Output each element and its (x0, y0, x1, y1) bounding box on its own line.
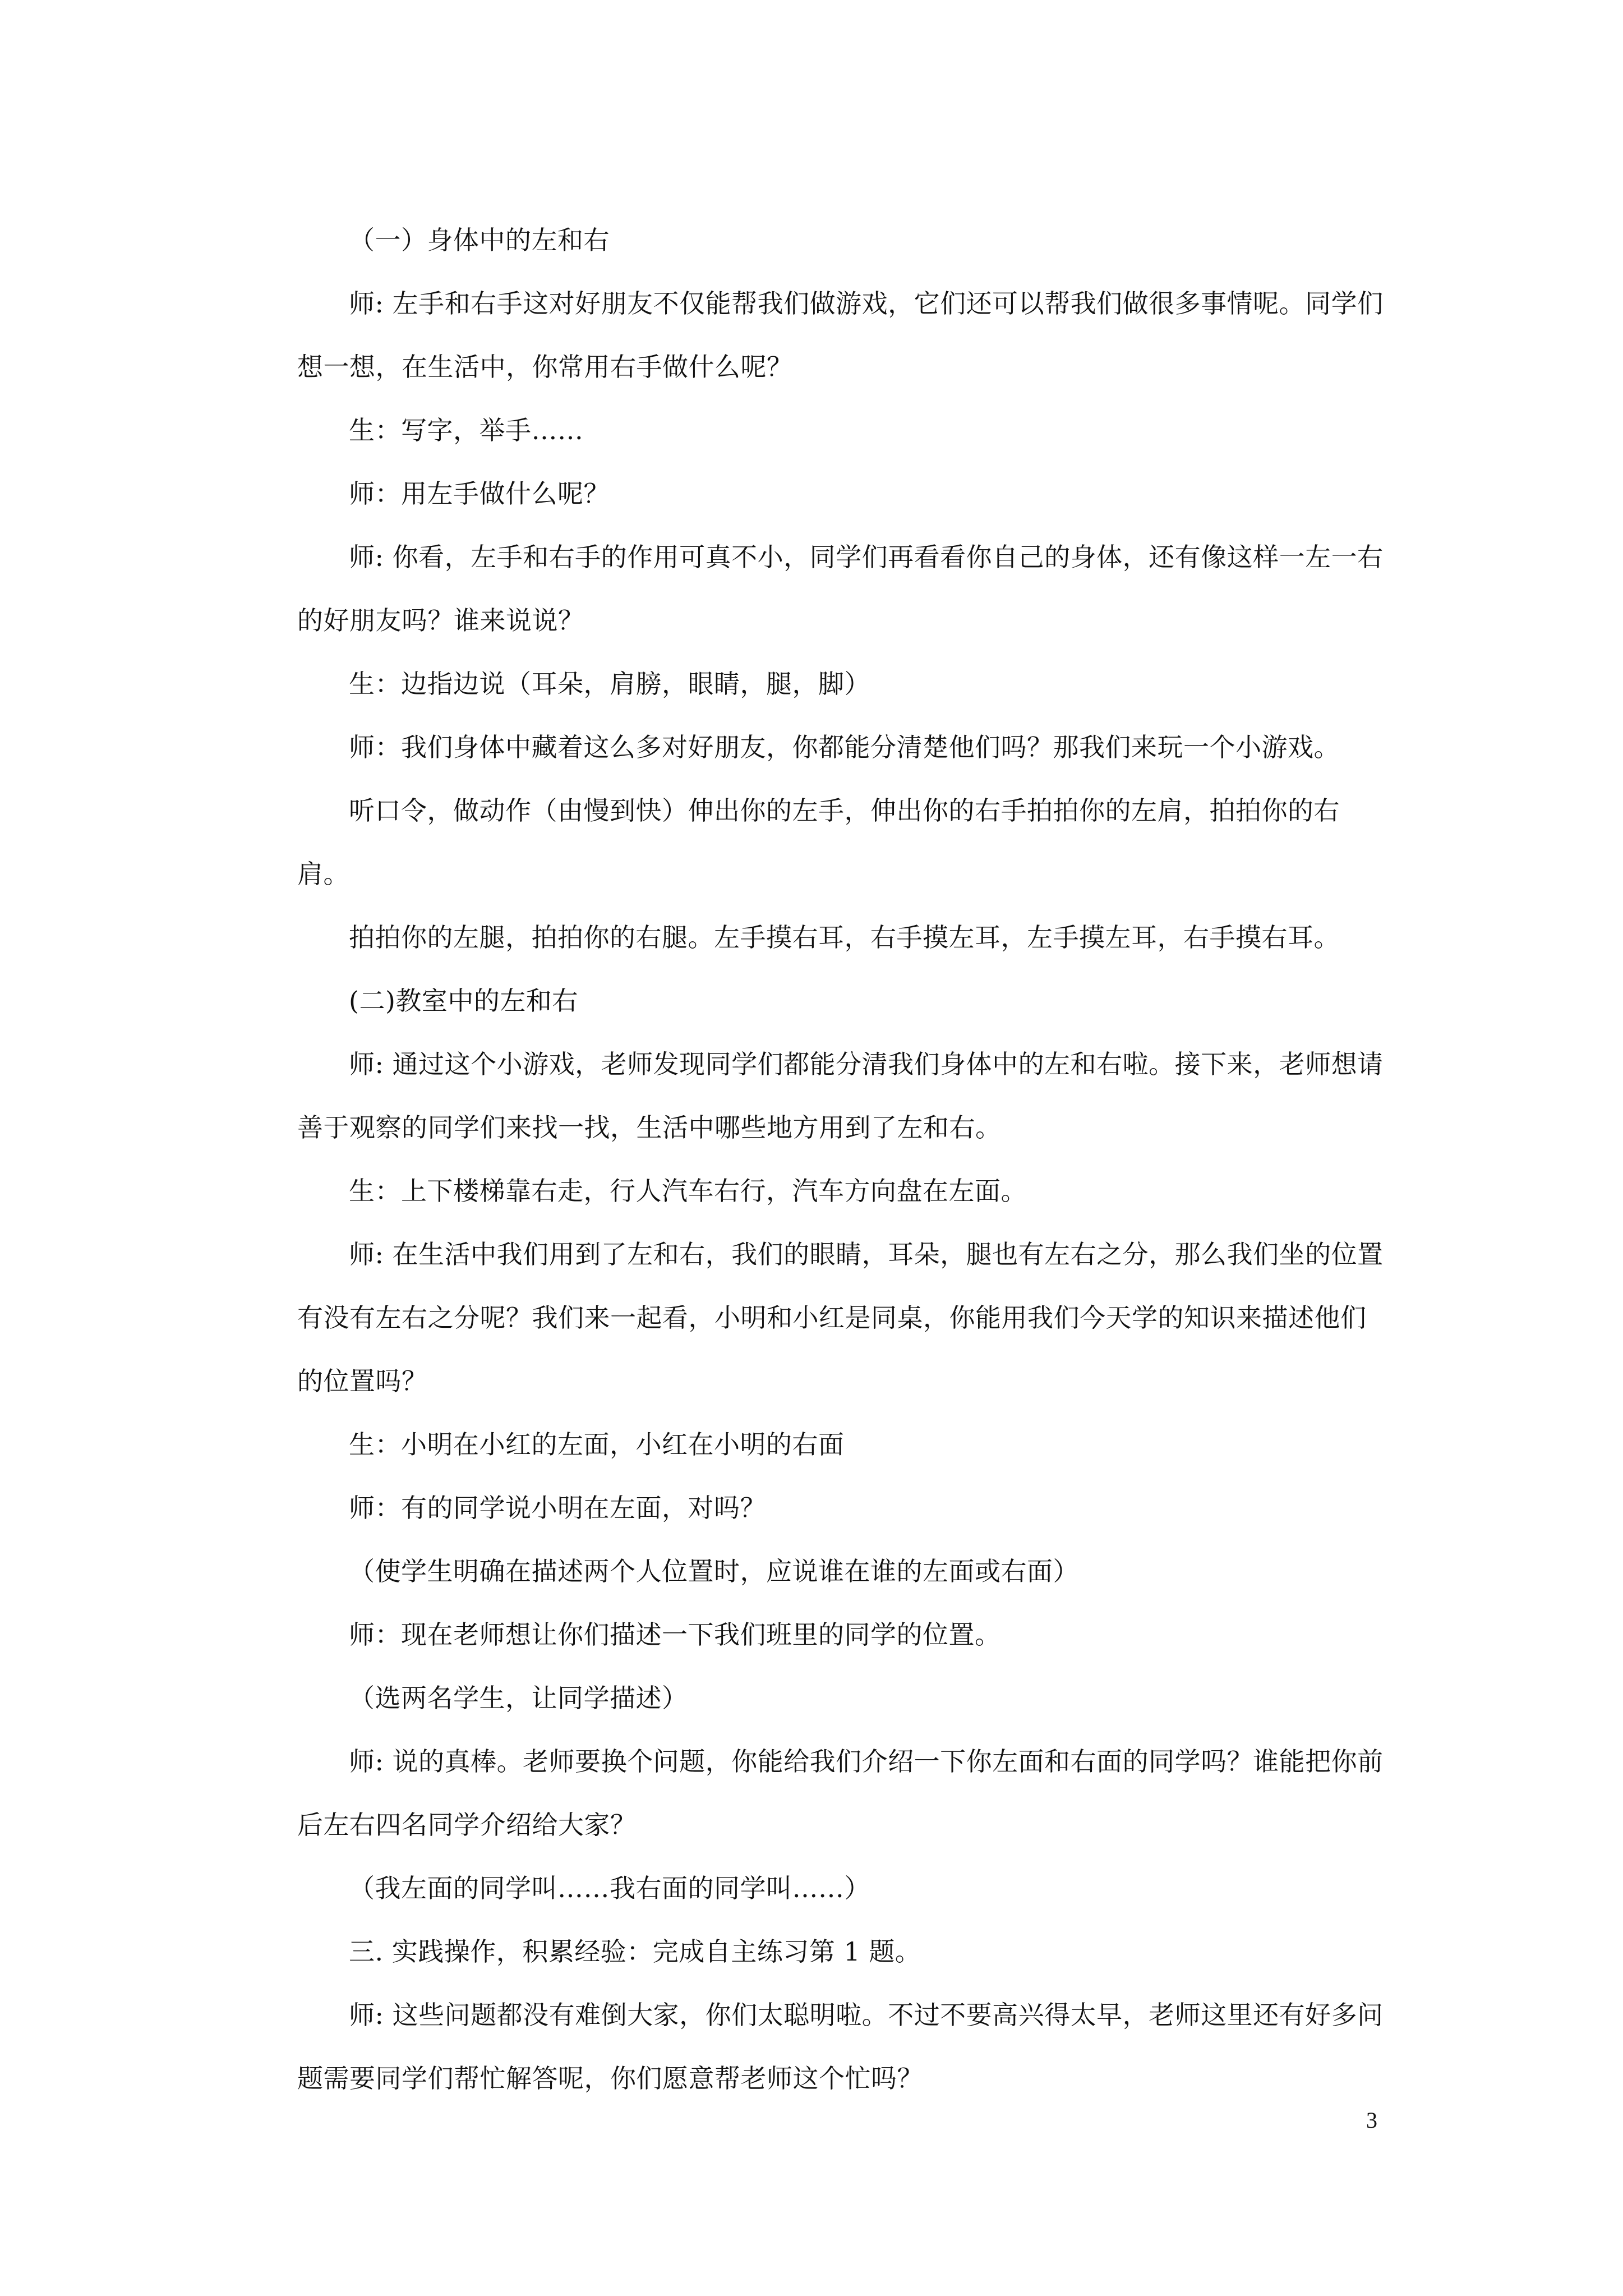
paragraph: 师: 左手和右手这对好朋友不仅能帮我们做游戏，它们还可以帮我们做很多事情呢。同学们想一想，在生活中，你常用右手做什么呢？ (297, 288, 1384, 382)
section-heading-classroom: (二)教室中的左和右 (349, 986, 578, 1016)
page-number: 3 (1366, 2108, 1377, 2133)
paragraph: 生：小明在小红的左面，小红在小明的右面 (349, 1429, 845, 1460)
paragraph: 听口令，做动作（由慢到快）伸出你的左手，伸出你的右手拍拍你的左肩，拍拍你的右肩。 (297, 795, 1340, 889)
paragraph: 师: 说的真棒。老师要换个问题，你能给我们介绍一下你左面和右面的同学吗？谁能把你前后左右四名同学介绍给大家？ (297, 1746, 1384, 1840)
paragraph: 生：边指边说（耳朵，肩膀，眼睛，腿，脚） (349, 669, 870, 699)
paragraph: 拍拍你的左腿，拍拍你的右腿。左手摸右耳，右手摸左耳，左手摸左耳，右手摸右耳。 (349, 922, 1340, 953)
paragraph: 师：有的同学说小明在左面，对吗？ (349, 1493, 766, 1523)
paragraph: 师：现在老师想让你们描述一下我们班里的同学的位置。 (349, 1619, 1001, 1650)
paragraph: 师: 通过这个小游戏，老师发现同学们都能分清我们身体中的左和右啦。接下来，老师想请善于观察的同学们来找一找，生活中哪些地方用到了左和右。 (297, 1049, 1384, 1143)
paragraph: 生：上下楼梯靠右走，行人汽车右行，汽车方向盘在左面。 (349, 1176, 1027, 1206)
paragraph: （我左面的同学叫……我右面的同学叫……） (349, 1873, 870, 1903)
document-body (297, 209, 1385, 2110)
paragraph: 师: 这些问题都没有难倒大家，你们太聪明啦。不过不要高兴得太早，老师这里还有好多问题需要同学们帮忙解答呢，你们愿意帮老师这个忙吗？ (297, 2000, 1384, 2093)
paragraph: 师: 你看，左手和右手的作用可真不小，同学们再看看你自己的身体，还有像这样一左一右的好朋友吗？谁来说说？ (297, 542, 1384, 636)
paragraph: （使学生明确在描述两个人位置时，应说谁在谁的左面或右面） (349, 1556, 1079, 1586)
section-heading-body: （一）身体中的左和右 (349, 225, 610, 255)
paragraph: 生：写字，举手…… (349, 415, 584, 445)
paragraph: 师：我们身体中藏着这么多对好朋友，你都能分清楚他们吗？那我们来玩一个小游戏。 (349, 732, 1340, 762)
paragraph: 师: 在生活中我们用到了左和右，我们的眼睛，耳朵，腿也有左右之分，那么我们坐的位置有没有左右之分呢？我们来一起看，小明和小红是同桌，你能用我们今天学的知识来描述他们的位置吗？ (297, 1239, 1384, 1396)
paragraph: （选两名学生，让同学描述） (349, 1683, 688, 1713)
section-heading-practice: 三. 实践操作，积累经验：完成自主练习第 1 题。 (349, 1936, 921, 1967)
paragraph: 师：用左手做什么呢？ (349, 478, 610, 509)
